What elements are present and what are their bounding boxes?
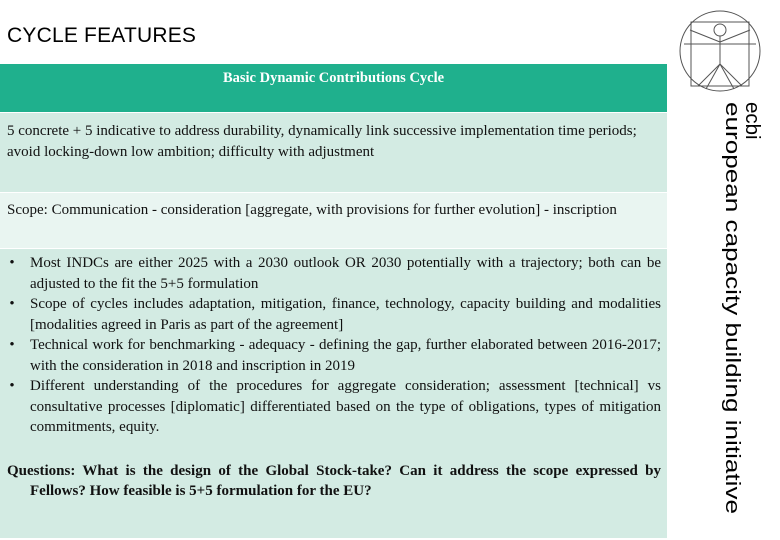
list-item-text: Scope of cycles includes adaptation, mitigation, finance, technology, capacity building and modalities [modalities agreed in Paris as part of the agreement]	[30, 296, 661, 333]
list-item-text: Most INDCs are either 2025 with a 2030 outlook OR 2030 potentially with a trajectory; both can be adjusted to the fit the 5+5 formulation	[30, 255, 661, 292]
table-header: Basic Dynamic Contributions Cycle	[0, 64, 667, 112]
sidebar-line-1: european capacity building initiative	[721, 102, 744, 426]
list-item	[7, 253, 661, 294]
list-item-text: Technical work for benchmarking - adequacy - defining the gap, further elaborated between 2016-2017; with the consideration in 2018 and inscription in 2019	[30, 337, 661, 374]
table-row	[0, 248, 667, 538]
bullet-list	[7, 253, 661, 438]
list-item	[7, 376, 661, 438]
row-text: 5 concrete + 5 indicative to address durability, dynamically link successive implementation time periods; avoid locking-down low ambition; difficulty with adjustment	[7, 123, 637, 160]
slide-title: CYCLE FEATURES	[7, 24, 197, 47]
bullet-marker: •	[9, 378, 15, 394]
table-row	[0, 192, 667, 248]
list-item-text: Different understanding of the procedures for aggregate consideration; assessment [technical] vs consultative processes [diplomatic] differentiated based on the type of obligations, types of mitigation commitments, equity.	[30, 378, 661, 435]
list-item	[7, 294, 661, 335]
table-row	[0, 112, 667, 192]
vitruvian-man-icon	[676, 4, 764, 96]
bullet-marker: •	[9, 337, 15, 353]
bullet-marker: •	[9, 296, 15, 312]
contributions-table	[0, 64, 667, 538]
sidebar-line-2: ecbi	[741, 102, 764, 140]
bullet-marker: •	[9, 255, 15, 271]
questions-text: Questions: What is the design of the Global Stock-take? Can it address the scope expressed by Fellows? How feasible is 5+5 formulation for the EU?	[7, 462, 661, 499]
sidebar-branding	[694, 102, 764, 516]
row-text: Scope: Communication - consideration [aggregate, with provisions for further evolution] - inscription	[7, 202, 617, 218]
list-item	[7, 335, 661, 376]
